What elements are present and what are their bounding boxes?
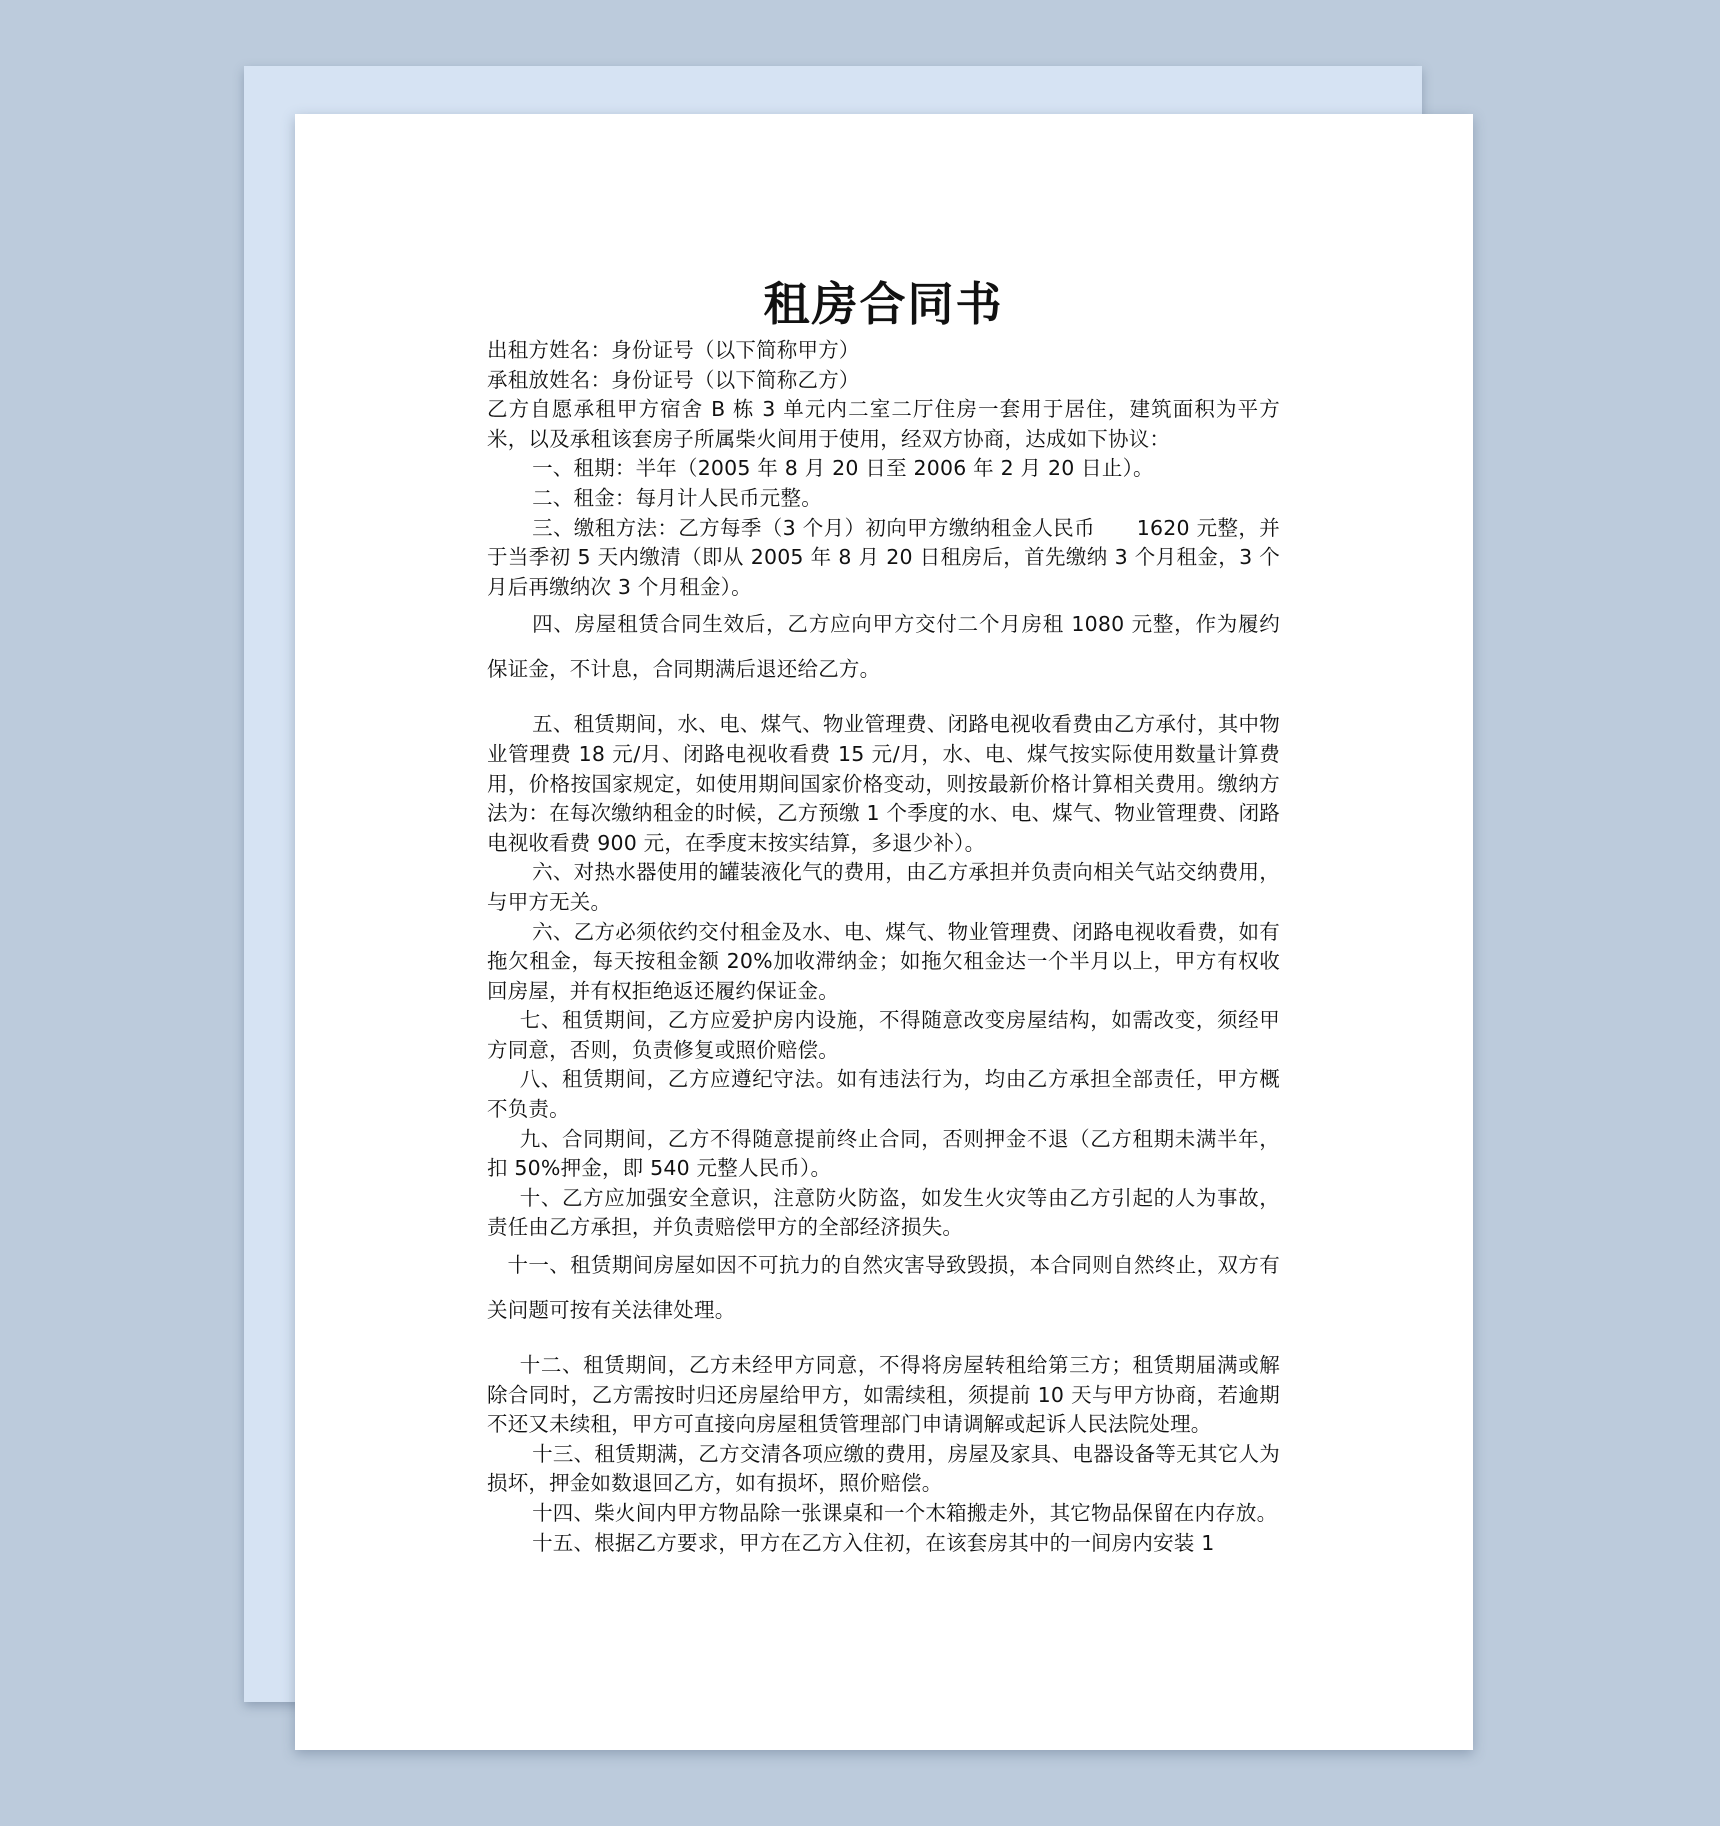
paragraph-clause-1: 一、租期：半年（2005 年 8 月 20 日至 2006 年 2 月 20 日止）。: [532, 456, 1154, 481]
front-page-sheet: [295, 114, 1473, 1750]
paragraph-clause-6b: 六、乙方必须依约交付租金及水、电、煤气、物业管理费、闭路电视收看费，如有拖欠租金，每天按租金额 20%加收滞纳金；如拖欠租金达一个半月以上，甲方有权收回房屋，并有权拒绝返还履约保证金。: [487, 919, 1280, 1003]
document-title: 租房合同书: [763, 277, 1004, 331]
document-content: [487, 276, 1280, 1558]
paragraph-clause-4: 四、房屋租赁合同生效后，乙方应向甲方交付二个月房租 1080 元整，作为履约保证金，不计息，合同期满后退还给乙方。: [487, 612, 1280, 682]
paragraph-clause-15: 十五、根据乙方要求，甲方在乙方入住初，在该套房其中的一间房内安装 1: [532, 1530, 1215, 1555]
document-body: [487, 336, 1280, 1558]
paragraph-lessor: 出租方姓名：身份证号（以下简称甲方）: [487, 338, 860, 362]
paragraph-clause-2: 二、租金：每月计人民币元整。: [532, 485, 822, 510]
paragraph-clause-14: 十四、柴火间内甲方物品除一张课桌和一个木箱搬走外，其它物品保留在内存放。: [532, 1501, 1278, 1525]
paragraph-clause-10: 十、乙方应加强安全意识，注意防火防盗，如发生火灾等由乙方引起的人为事故，责任由乙方承担，并负责赔偿甲方的全部经济损失。: [487, 1185, 1280, 1240]
paragraph-lessee: 承租放姓名：身份证号（以下简称乙方）: [487, 367, 860, 392]
paragraph-clause-11: 十一、租赁期间房屋如因不可抗力的自然灾害导致毁损，本合同则自然终止，双方有关问题可按有关法律处理。: [487, 1253, 1280, 1323]
paragraph-clause-8: 八、租赁期间，乙方应遵纪守法。如有违法行为，均由乙方承担全部责任，甲方概不负责。: [487, 1067, 1280, 1122]
paragraph-preamble: 乙方自愿承租甲方宿舍 B 栋 3 单元内二室二厅住房一套用于居住，建筑面积为平方米，以及承租该套房子所属柴火间用于使用，经双方协商，达成如下协议：: [487, 397, 1280, 451]
paragraph-clause-13: 十三、租赁期满，乙方交清各项应缴的费用，房屋及家具、电器设备等无其它人为损坏，押金如数退回乙方，如有损坏，照价赔偿。: [487, 1441, 1280, 1496]
paragraph-clause-3: 三、缴租方法：乙方每季（3 个月）初向甲方缴纳租金人民币 1620 元整，并于当季初 5 天内缴清（即从 2005 年 8 月 20 日租房后，首先缴纳 3 个月租金，3 个月后再缴纳次 3 个月租金）。: [487, 515, 1280, 599]
paragraph-clause-7: 七、租赁期间，乙方应爱护房内设施，不得随意改变房屋结构，如需改变，须经甲方同意，否则，负责修复或照价赔偿。: [487, 1008, 1280, 1062]
paragraph-clause-9: 九、合同期间，乙方不得随意提前终止合同，否则押金不退（乙方租期未满半年，扣 50%押金，即 540 元整人民币）。: [487, 1126, 1280, 1181]
paragraph-clause-6a: 六、对热水器使用的罐装液化气的费用，由乙方承担并负责向相关气站交纳费用，与甲方无关。: [487, 860, 1280, 914]
paragraph-clause-12: 十二、租赁期间，乙方未经甲方同意，不得将房屋转租给第三方；租赁期届满或解除合同时，乙方需按时归还房屋给甲方，如需续租，须提前 10 天与甲方协商，若逾期不还又未续租，甲方可直接向房屋租赁管理部门申请调解或起诉人民法院处理。: [487, 1353, 1280, 1437]
paragraph-clause-5: 五、租赁期间，水、电、煤气、物业管理费、闭路电视收看费由乙方承付，其中物业管理费 18 元/月、闭路电视收看费 15 元/月，水、电、煤气按实际使用数量计算费用，价格按国家规定，如使用期间国家价格变动，则按最新价格计算相关费用。缴纳方法为：在每次缴纳租金的时候，乙方预缴 1 个季度的水、电、煤气、物业管理费、闭路电视收看费 900 元，在季度末按实结算，多退少补）。: [487, 712, 1280, 855]
